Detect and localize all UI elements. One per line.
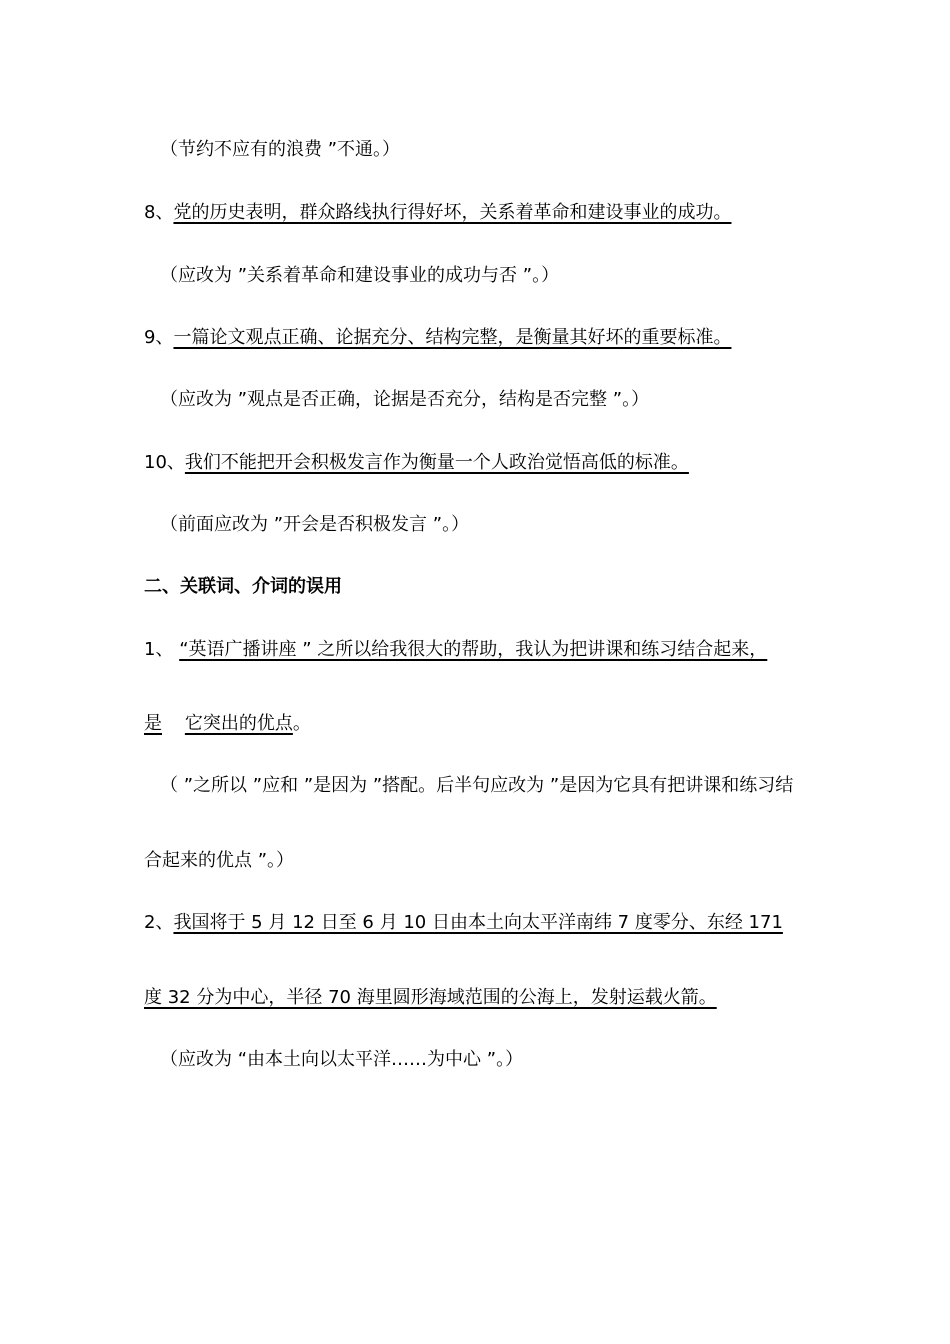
example-sentence-1: 1、 “英语广播讲座 ” 之所以给我很大的帮助，我认为把讲课和练习结合起来， <box>144 639 768 660</box>
example-sentence-2-cont <box>144 987 717 1009</box>
section-heading: 二、关联词、介词的误用 <box>144 576 342 597</box>
example-sentence-2: 2、我国将于 5 月 12 日至 6 月 10 日由本土向太平洋南纬 7 度零分、东经 171 <box>144 912 783 933</box>
example-sentence-1-cont: 是 它突出的优点。 <box>144 713 311 734</box>
example-sentence-10: 10、我们不能把开会积极发言作为衡量一个人政治觉悟高低的标准。 <box>144 452 689 473</box>
correction-note-1-cont: 合起来的优点 ”。） <box>144 850 295 871</box>
underlined-sentence: 它突出的优点 <box>184 713 293 734</box>
underlined-sentence: 一篇论文观点正确、论据充分、结构完整，是衡量其好坏的重要标准。 <box>173 327 732 348</box>
correction-note-1: （ ”之所以 ”应和 ”是因为 ”搭配。后半句应改为 ”是因为它具有把讲课和练习结 <box>160 775 794 796</box>
correction-note-2: （应改为 “由本土向以太平洋……为中心 ”。） <box>160 1049 524 1070</box>
note-line: （节约不应有的浪费 ”不通。） <box>160 139 401 160</box>
correction-note-8: （应改为 ”关系着革命和建设事业的成功与否 ”。） <box>160 265 560 286</box>
underlined-sentence: “英语广播讲座 ” 之所以给我很大的帮助，我认为把讲课和练习结合起来， <box>179 639 768 660</box>
underlined-sentence: 我们不能把开会积极发言作为衡量一个人政治觉悟高低的标准。 <box>184 452 689 473</box>
example-sentence-8: 8、党的历史表明，群众路线执行得好坏，关系着革命和建设事业的成功。 <box>144 202 732 223</box>
example-sentence-9: 9、一篇论文观点正确、论据充分、结构完整，是衡量其好坏的重要标准。 <box>144 327 732 348</box>
underlined-sentence: 我国将于 5 月 12 日至 6 月 10 日由本土向太平洋南纬 7 度零分、东经 171 <box>173 912 783 933</box>
correction-note-10: （前面应改为 ”开会是否积极发言 ”。） <box>160 514 470 535</box>
underlined-sentence: 党的历史表明，群众路线执行得好坏，关系着革命和建设事业的成功。 <box>173 202 732 223</box>
underlined-sentence: 度 32 分为中心，半径 70 海里圆形海域范围的公海上，发射运载火箭。 <box>144 987 717 1008</box>
correction-note-9: （应改为 ”观点是否正确，论据是否充分，结构是否完整 ”。） <box>160 389 650 410</box>
